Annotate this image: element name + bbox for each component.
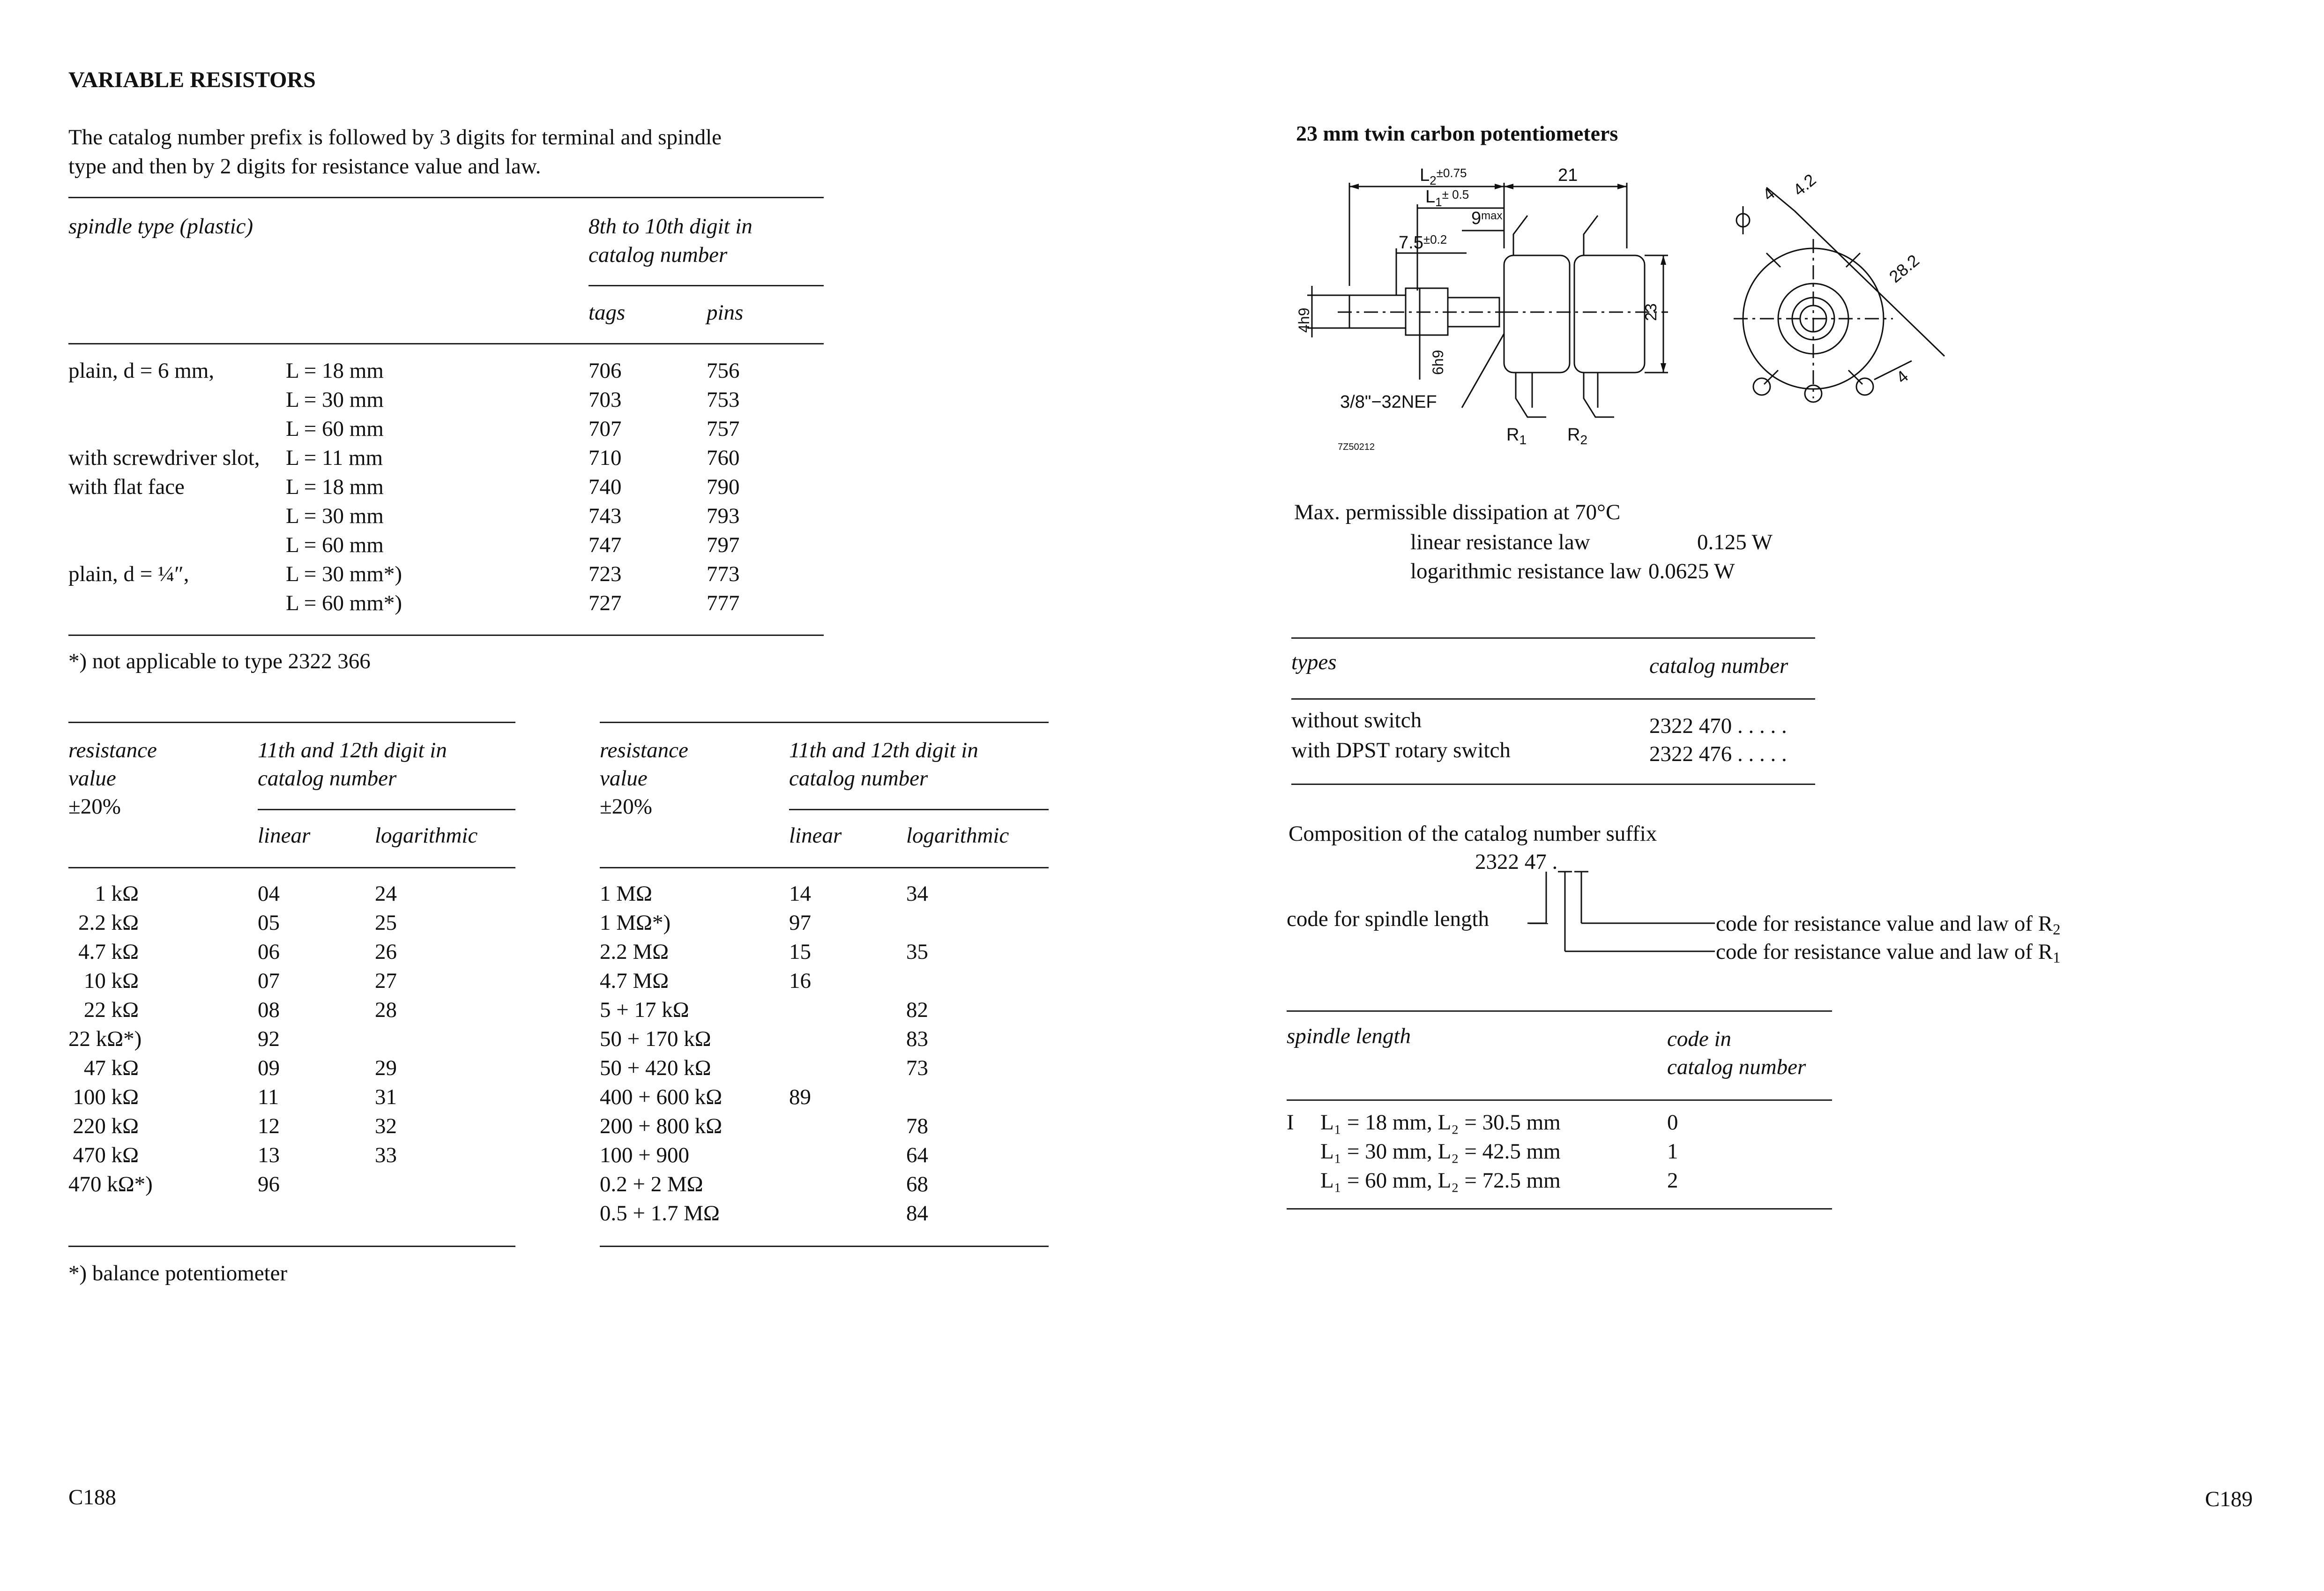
- resistance-left-header-value-2: value: [68, 766, 116, 791]
- linear-code: 16: [789, 969, 811, 993]
- resistance-right-header-rule: [600, 867, 1049, 868]
- resistance-right-sub-linear: linear: [789, 823, 842, 848]
- resistance-left-header-digit-1: 11th and 12th digit in: [258, 738, 447, 762]
- resistance-right-sub-log: logarithmic: [906, 823, 1009, 848]
- dissipation-log-label: logarithmic resistance law: [1410, 559, 1642, 583]
- log-code: 78: [906, 1114, 928, 1138]
- spindle-length-value: L₁ = 60 mm, L₂ = 72.5 mm: [1320, 1168, 1561, 1193]
- suffix-spindle-leader: [1529, 923, 1548, 924]
- log-code: 32: [375, 1114, 397, 1138]
- resistance-left-header-digit-2: catalog number: [258, 766, 397, 791]
- resistance-value: 1 kΩ: [95, 881, 139, 906]
- linear-code: 05: [258, 911, 280, 935]
- spindle-row-tags: 727: [588, 591, 622, 615]
- resistance-value: 100 kΩ: [73, 1085, 139, 1109]
- suffix-r1-text: code for resistance value and law of R: [1716, 940, 2053, 964]
- types-row-1-type: without switch: [1291, 708, 1422, 732]
- dim-l1-label: $L_1^{\pm 0.5}$: [1425, 187, 1469, 209]
- linear-code: 15: [789, 940, 811, 964]
- log-code: 29: [375, 1056, 397, 1080]
- log-code: 33: [375, 1143, 397, 1167]
- log-code: 83: [906, 1027, 928, 1051]
- resistance-value: 400 + 600 kΩ: [600, 1085, 723, 1109]
- spindle-row-pins: 797: [707, 533, 740, 557]
- resistance-value: 100 + 900: [600, 1143, 690, 1167]
- linear-code: 14: [789, 881, 811, 906]
- spindle-row-pins: 756: [707, 359, 740, 383]
- types-row-2-type: with DPST rotary switch: [1291, 738, 1511, 762]
- spindle-row-length: L = 60 mm*): [286, 591, 402, 615]
- log-code: 25: [375, 911, 397, 935]
- log-code: 68: [906, 1172, 928, 1196]
- spindle-table-top-rule: [68, 197, 824, 198]
- linear-code: 12: [258, 1114, 280, 1138]
- suffix-r1-sub: 1: [2053, 949, 2061, 967]
- dim-9max-label: $9^{max}$: [1471, 209, 1503, 228]
- drawing-title: 23 mm twin carbon potentiometers: [1296, 121, 1618, 145]
- resistance-left-subheader-rule: [258, 809, 515, 810]
- resistance-right-header-value-3: ±20%: [600, 794, 652, 819]
- spindle-row-tags: 743: [588, 504, 622, 528]
- resistance-left-header-rule: [68, 867, 515, 868]
- resistance-table-right-top-rule: [600, 722, 1049, 723]
- intro-text-line-2: type and then by 2 digits for resistance value and law.: [68, 154, 541, 179]
- spindle-row-type: plain, d = 6 mm,: [68, 359, 215, 383]
- spindle-length-code-header-2: catalog number: [1667, 1055, 1806, 1079]
- dim-7-5-label: $7.5^{\pm 0.2}$: [1399, 232, 1447, 253]
- resistance-left-sub-linear: linear: [258, 823, 311, 848]
- spindle-row-tags: 740: [588, 475, 622, 499]
- page-number-left: C188: [68, 1485, 116, 1509]
- dim-4-2-label: 4.2: [1789, 170, 1820, 200]
- resistance-value: 1 MΩ: [600, 881, 652, 906]
- spindle-row-type: with flat face: [68, 475, 185, 499]
- resistance-value: 200 + 800 kΩ: [600, 1114, 723, 1138]
- log-code: 27: [375, 969, 397, 993]
- types-header-catalog: catalog number: [1649, 654, 1788, 678]
- dissipation-log-value: 0.0625 W: [1648, 559, 1735, 583]
- resistance-value: 470 kΩ: [73, 1143, 139, 1167]
- spindle-row-tags: 707: [588, 417, 622, 441]
- log-code: 84: [906, 1201, 928, 1225]
- resistance-value: 220 kΩ: [73, 1114, 139, 1138]
- r2-label: $R_2$: [1567, 425, 1588, 447]
- resistance-value: 22 kΩ*): [68, 1027, 142, 1051]
- dim-23-label: 23: [1642, 303, 1660, 321]
- spindle-row-pins: 757: [707, 417, 740, 441]
- resistance-right-header-value-1: resistance: [600, 738, 688, 762]
- resistance-value: 0.2 + 2 MΩ: [600, 1172, 703, 1196]
- side-view-drawing: [1293, 155, 1668, 473]
- types-header-types: types: [1291, 650, 1337, 674]
- spindle-row-tags: 703: [588, 388, 622, 412]
- spindle-length-value: L₁ = 30 mm, L₂ = 42.5 mm: [1320, 1139, 1561, 1164]
- resistance-value: 4.7 kΩ: [78, 940, 139, 964]
- spindle-table-footnote: *) not applicable to type 2322 366: [68, 649, 371, 673]
- suffix-diagram: [1527, 867, 1715, 965]
- resistance-left-header-value-1: resistance: [68, 738, 157, 762]
- resistance-left-sub-log: logarithmic: [375, 823, 478, 848]
- types-table-bottom-rule: [1291, 784, 1815, 785]
- resistance-value: 4.7 MΩ: [600, 969, 669, 993]
- spindle-table-sub-tags: tags: [588, 300, 626, 325]
- spindle-row-length: L = 30 mm*): [286, 562, 402, 586]
- log-code: 24: [375, 881, 397, 906]
- suffix-number: 2322 47 .: [1475, 850, 1558, 874]
- linear-code: 89: [789, 1085, 811, 1109]
- spindle-row-length: L = 18 mm: [286, 359, 384, 383]
- spindle-table-header-rule: [68, 343, 824, 344]
- dim-4-top-label: 4: [1758, 183, 1779, 205]
- intro-text-line-1: The catalog number prefix is followed by 3 digits for terminal and spindle: [68, 125, 722, 149]
- dissipation-linear-label: linear resistance law: [1410, 530, 1590, 554]
- spindle-row-tags: 747: [588, 533, 622, 557]
- spindle-table-header-digit-1: 8th to 10th digit in: [588, 214, 752, 239]
- linear-code: 07: [258, 969, 280, 993]
- resistance-value: 0.5 + 1.7 MΩ: [600, 1201, 720, 1225]
- spindle-table-sub-pins: pins: [707, 300, 744, 325]
- linear-code: 08: [258, 998, 280, 1022]
- types-row-2-number: 2322 476 . . . . .: [1649, 742, 1787, 766]
- resistance-value: 10 kΩ: [83, 969, 139, 993]
- resistance-right-header-digit-2: catalog number: [789, 766, 928, 791]
- linear-code: 96: [258, 1172, 280, 1196]
- spindle-row-pins: 773: [707, 562, 740, 586]
- resistance-right-header-value-2: value: [600, 766, 648, 791]
- front-view-drawing: [1724, 170, 1959, 441]
- dissipation-title: Max. permissible dissipation at 70°C: [1294, 500, 1621, 524]
- spindle-row-pins: 760: [707, 446, 740, 470]
- spindle-length-code: 0: [1667, 1110, 1678, 1135]
- resistance-right-bottom-rule: [600, 1246, 1049, 1247]
- resistance-value: 1 MΩ*): [600, 911, 671, 935]
- spindle-length-roman: I: [1287, 1110, 1294, 1135]
- suffix-r2-sub: 2: [2053, 921, 2061, 939]
- resistance-left-header-value-3: ±20%: [68, 794, 121, 819]
- resistance-value: 50 + 420 kΩ: [600, 1056, 711, 1080]
- spindle-row-length: L = 30 mm: [286, 388, 384, 412]
- dim-28-2-label: 28.2: [1885, 250, 1923, 287]
- spindle-row-length: L = 18 mm: [286, 475, 384, 499]
- dim-l2-label: $L_2^{\pm 0.75}$: [1420, 165, 1467, 187]
- dim-6h9-label: 6h9: [1430, 350, 1446, 375]
- linear-code: 04: [258, 881, 280, 906]
- log-code: 28: [375, 998, 397, 1022]
- thread-label: 3/8"−32NEF: [1340, 392, 1437, 412]
- spindle-length-code: 1: [1667, 1139, 1678, 1164]
- linear-code: 09: [258, 1056, 280, 1080]
- spindle-row-tags: 723: [588, 562, 622, 586]
- dissipation-linear-value: 0.125 W: [1697, 530, 1773, 554]
- spindle-table-subheader-rule: [588, 285, 824, 286]
- linear-code: 11: [258, 1085, 279, 1109]
- resistance-value: 50 + 170 kΩ: [600, 1027, 711, 1051]
- spindle-length-code: 2: [1667, 1168, 1678, 1193]
- spindle-row-length: L = 30 mm: [286, 504, 384, 528]
- log-code: 34: [906, 881, 928, 906]
- spindle-length-bottom-rule: [1287, 1208, 1832, 1210]
- page-title: VARIABLE RESISTORS: [68, 67, 316, 92]
- suffix-spindle-label: code for spindle length: [1287, 907, 1490, 931]
- spindle-length-top-rule: [1287, 1010, 1832, 1012]
- spindle-table-bottom-rule: [68, 635, 824, 636]
- log-code: 64: [906, 1143, 928, 1167]
- types-table-header-rule: [1291, 698, 1815, 700]
- spindle-row-length: L = 60 mm: [286, 417, 384, 441]
- resistance-value: 5 + 17 kΩ: [600, 998, 689, 1022]
- resistance-value: 22 kΩ: [83, 998, 139, 1022]
- spindle-row-length: L = 11 mm: [286, 446, 383, 470]
- log-code: 82: [906, 998, 928, 1022]
- dim-4h9-label: 4h9: [1296, 307, 1312, 333]
- resistance-value: 47 kΩ: [83, 1056, 139, 1080]
- spindle-length-header-rule: [1287, 1099, 1832, 1101]
- linear-code: 97: [789, 911, 811, 935]
- resistance-value: 470 kΩ*): [68, 1172, 153, 1196]
- spindle-table-header-type: spindle type (plastic): [68, 214, 253, 239]
- linear-code: 06: [258, 940, 280, 964]
- log-code: 35: [906, 940, 928, 964]
- suffix-r2-label: [1716, 911, 2061, 939]
- suffix-r1-label: [1716, 939, 2061, 967]
- spindle-row-type: plain, d = ¼″,: [68, 562, 189, 586]
- spindle-row-tags: 706: [588, 359, 622, 383]
- spindle-row-pins: 790: [707, 475, 740, 499]
- resistance-footnote: *) balance potentiometer: [68, 1261, 288, 1285]
- suffix-r2-text: code for resistance value and law of R: [1716, 911, 2053, 936]
- resistance-table-left-top-rule: [68, 722, 515, 723]
- types-row-1-number: 2322 470 . . . . .: [1649, 714, 1787, 738]
- linear-code: 92: [258, 1027, 280, 1051]
- dim-21-label: 21: [1558, 165, 1578, 185]
- resistance-left-bottom-rule: [68, 1246, 515, 1247]
- spindle-length-value: L₁ = 18 mm, L₂ = 30.5 mm: [1320, 1110, 1561, 1135]
- log-code: 73: [906, 1056, 928, 1080]
- spindle-row-pins: 777: [707, 591, 740, 615]
- spindle-length-header: spindle length: [1287, 1024, 1411, 1048]
- r1-label: $R_1$: [1506, 425, 1527, 447]
- spindle-row-pins: 793: [707, 504, 740, 528]
- spindle-length-code-header-1: code in: [1667, 1027, 1732, 1051]
- types-table-top-rule: [1291, 637, 1815, 639]
- linear-code: 13: [258, 1143, 280, 1167]
- spindle-row-length: L = 60 mm: [286, 533, 384, 557]
- resistance-value: 2.2 kΩ: [78, 911, 139, 935]
- resistance-right-subheader-rule: [789, 809, 1049, 810]
- spindle-row-pins: 753: [707, 388, 740, 412]
- suffix-title: Composition of the catalog number suffix: [1289, 822, 1657, 846]
- resistance-right-header-digit-1: 11th and 12th digit in: [789, 738, 978, 762]
- dim-4-bottom-label: 4: [1892, 366, 1912, 388]
- spindle-row-tags: 710: [588, 446, 622, 470]
- resistance-value: 2.2 MΩ: [600, 940, 669, 964]
- spindle-table-header-digit-2: catalog number: [588, 243, 728, 267]
- log-code: 26: [375, 940, 397, 964]
- page-number-right: C189: [2205, 1487, 2253, 1511]
- drawing-code: 7Z50212: [1338, 442, 1375, 452]
- spindle-row-type: with screwdriver slot,: [68, 446, 260, 470]
- log-code: 31: [375, 1085, 397, 1109]
